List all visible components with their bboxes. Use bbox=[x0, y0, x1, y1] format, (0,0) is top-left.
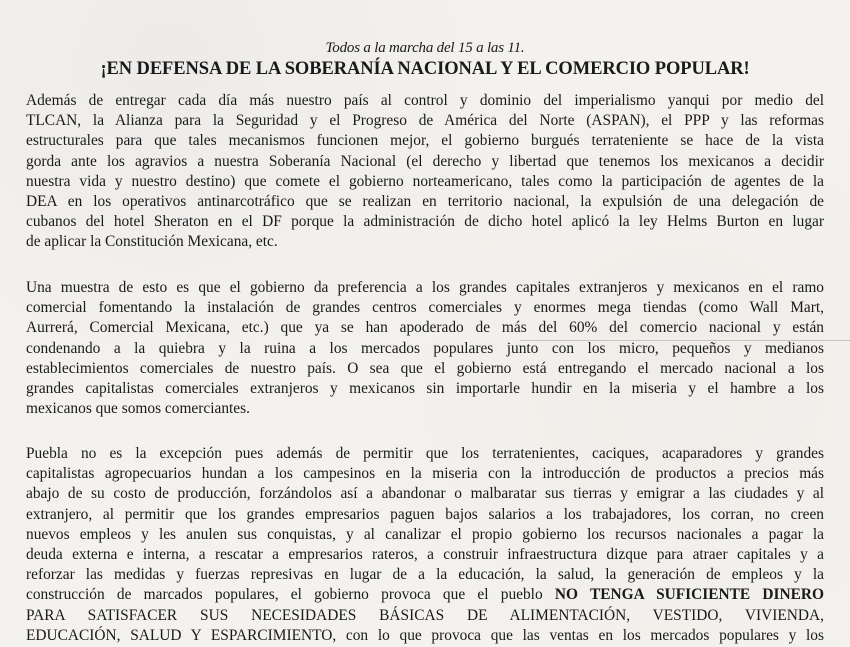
paragraph-line: nuevos empleos y les anulen sus conquistas, y al canalizar el propio gobierno los recursos nacionales a pagar la bbox=[26, 525, 824, 543]
paragraph-line: condenando a la quiebra y la ruina a los mercados populares junto con los micro, pequeños y medianos bbox=[26, 339, 824, 357]
paragraph-line: Puebla no es la excepción pues además de permitir que los terratenientes, caciques, acaparadores y grandes bbox=[26, 445, 824, 462]
paragraph-1 bbox=[26, 91, 824, 253]
paragraph-3 bbox=[26, 444, 824, 646]
paragraph-line: DEA en los operativos antinarcotráfico que se realizan en territorio nacional, la expulsión de una delegación de bbox=[26, 193, 824, 211]
paragraph-line: abajo de su costo de producción, forzándolos así a abandonar o malbaratar sus tierras y emigrar a las ciudades y al bbox=[26, 485, 824, 503]
paragraph-line: comercial fomentando la instalación de grandes centros comerciales y enormes mega tiendas (como Wall Mart, bbox=[26, 299, 824, 317]
paragraph-line: estructurales para que tales mecanismos funcionen mejor, el gobierno burgués terrateniente se hace de la vista bbox=[26, 132, 824, 150]
scan-artifact-line bbox=[520, 340, 850, 341]
paragraph-line: Además de entregar cada día más nuestro país al control y dominio del imperialismo yanqui por medio del bbox=[26, 92, 824, 109]
paragraph-line: de aplicar la Constitución Mexicana, etc. bbox=[26, 233, 278, 251]
document-title: ¡EN DEFENSA DE LA SOBERANÍA NACIONAL Y EL COMERCIO POPULAR! bbox=[100, 59, 750, 79]
paragraph-line: grandes capitalistas comerciales extranjeros y mexicanos sin importarle hundir en la miseria y el hambre a los bbox=[26, 380, 824, 398]
paragraph-line: Aurrerá, Comercial Mexicana, etc.) que ya se han apoderado de más del 60% del comercio nacional y están bbox=[26, 319, 824, 337]
paragraph-line: capitalistas agropecuarios hundan a los campesinos en la miseria con la introducción de productos a precios más bbox=[26, 465, 824, 483]
paragraph-line: Una muestra de esto es que el gobierno da preferencia a los grandes capitales extranjeros y mexicanos en el ramo bbox=[26, 279, 824, 296]
paragraph-line: extranjero, al permitir que los grandes empresarios paguen bajos salarios a los trabajadores, los corran, no creen bbox=[26, 505, 824, 523]
paragraph-line-emphasis bbox=[26, 585, 824, 605]
paragraph-line: PARA SATISFACER SUS NECESIDADES BÁSICAS DE ALIMENTACIÓN, VESTIDO, VIVIENDA, bbox=[26, 606, 824, 624]
paragraph-2 bbox=[26, 278, 824, 419]
emphasis-text: NO TENGA SUFICIENTE DINERO bbox=[554, 586, 824, 604]
paragraph-line: gorda ante los agravios a nuestra Soberanía Nacional (el derecho y libertad que tenemos los mexicanos a decidir bbox=[26, 152, 824, 170]
paragraph-line: deuda externa e interna, a rescatar a empresarios rateros, a construir infraestructura dizque para atraer capitales y a bbox=[26, 546, 824, 564]
paragraph-line: establecimientos comerciales de nuestro país. O sea que el gobierno está entregando el mercado nacional a los bbox=[26, 359, 824, 377]
paragraph-line: mexicanos que somos comerciantes. bbox=[26, 400, 250, 418]
paragraph-line: cubanos del hotel Sheraton en el DF porque la administración de dicho hotel aplicó la ley Helms Burton en lugar bbox=[26, 213, 824, 231]
paragraph-text: construcción de marcados populares, el gobierno provoca que el pueblo bbox=[26, 586, 555, 604]
document-subtitle: Todos a la marcha del 15 a las 11. bbox=[325, 40, 525, 56]
paragraph-line: reforzar las medidas y fuerzas represivas en lugar de a la educación, la salud, la generación de empleos y la bbox=[26, 566, 824, 584]
paragraph-line: nuestra vida y nuestro destino) que comete el gobierno norteamericano, tales como la participación de agentes de la bbox=[26, 172, 824, 190]
paragraph-line: TLCAN, la Alianza para la Seguridad y el Progreso de América del Norte (ASPAN), el PPP y las reformas bbox=[26, 112, 824, 130]
paragraph-line: EDUCACIÓN, SALUD Y ESPARCIMIENTO, con lo que provoca que las ventas en los mercados populares y los bbox=[26, 626, 824, 644]
